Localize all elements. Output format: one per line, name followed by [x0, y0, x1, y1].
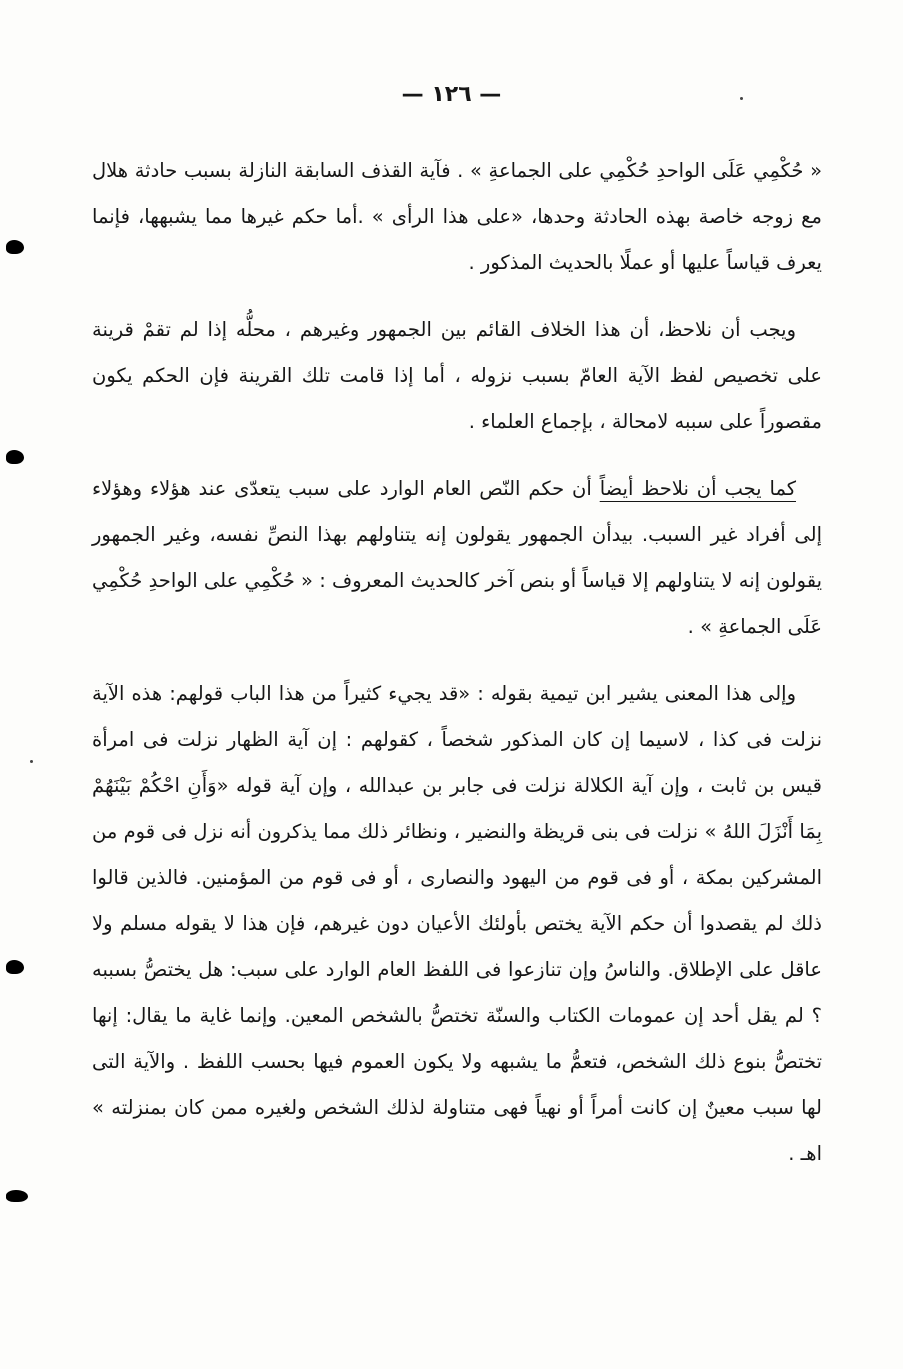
margin-ink-mark [6, 240, 24, 254]
paragraph-3 [92, 466, 822, 650]
margin-ink-mark [6, 960, 24, 974]
underlined-phrase: كما يجب أن نلاحظ أيضاً [599, 477, 796, 500]
paragraph-1: « حُكْمِي عَلَى الواحدِ حُكْمِي على الجماعةِ » . فآية القذف السابقة النازلة بسبب حادثة هلال مع زوجه خاصة بهذه الحادثة وحدها، «على هذا الرأى » .أما حكم غيرها مما يشبهها، فإنما يعرف قياساً عليها أو عملًا بالحديث المذكور . [92, 159, 822, 274]
paragraph-3-text: أن حكم النّص العام الوارد على سبب يتعدّى عند هؤلاء وهؤلاء إلى أفراد غير السبب. بيدأن الجمهور يقولون إنه يتناولهم بهذا النصِّ نفسه، وغير الجمهور يقولون إنه لا يتناولهم إلا قياساً أو بنص آخر كالحديث المعروف : « حُكْمِي على الواحدِ حُكْمِي عَلَى الجماعةِ » . [92, 477, 822, 638]
paragraph-4: وإلى هذا المعنى يشير ابن تيمية بقوله : «قد يجيء كثيراً من هذا الباب قولهم: هذه الآية نزلت فى كذا ، لاسيما إن كان المذكور شخصاً ، كقولهم : إن آية الظهار نزلت فى امرأة قيس بن ثابت ، وإن آية الكلالة نزلت فى جابر بن عبدالله ، وإن آية قوله «وَأَنِ احْكُمْ بَيْنَهُمْ بِمَا أَنْزَلَ اللهُ » نزلت فى بنى قريظة والنضير ، ونظائر ذلك مما يذكرون أنه نزل فى قوم من المشركين بمكة ، أو فى قوم من اليهود والنصارى ، أو فى قوم من المؤمنين. فالذين قالوا ذلك لم يقصدوا أن حكم الآية يختص بأولئك الأعيان دون غيرهم، فإن هذا لا يقوله مسلم ولا عاقل على الإطلاق. والناسُ وإن تنازعوا فى اللفظ العام الوارد على سبب: هل يختصُّ بسببه ؟ لم يقل أحد إن عمومات الكتاب والسنّة تختصُّ بالشخص المعين. وإنما غاية ما يقال: إنها تختصُّ بنوع ذلك الشخص، فتعمُّ ما يشبهه ولا يكون العموم فيها بحسب اللفظ . والآية التى لها سبب معينٌ إن كانت أمراً أو نهياً فهى متناولة لذلك الشخص ولغيره ممن كان بمنزلته » اهـ . [92, 682, 822, 1165]
scan-speck [30, 760, 33, 763]
margin-ink-mark [6, 1190, 28, 1202]
margin-ink-mark [6, 450, 24, 464]
body-text [92, 148, 822, 1198]
paragraph-2: ويجب أن نلاحظ، أن هذا الخلاف القائم بين الجمهور وغيرهم ، محلُّه إذا لم تقمْ قرينة على تخصيص لفظ الآية العامّ بسبب نزوله ، أما إذا قامت تلك القرينة فإن الحكم يكون مقصوراً على سببه لامحالة ، بإجماع العلماء . [92, 318, 822, 433]
page-number: — ١٢٦ — [401, 82, 502, 107]
scan-speck [740, 97, 743, 100]
